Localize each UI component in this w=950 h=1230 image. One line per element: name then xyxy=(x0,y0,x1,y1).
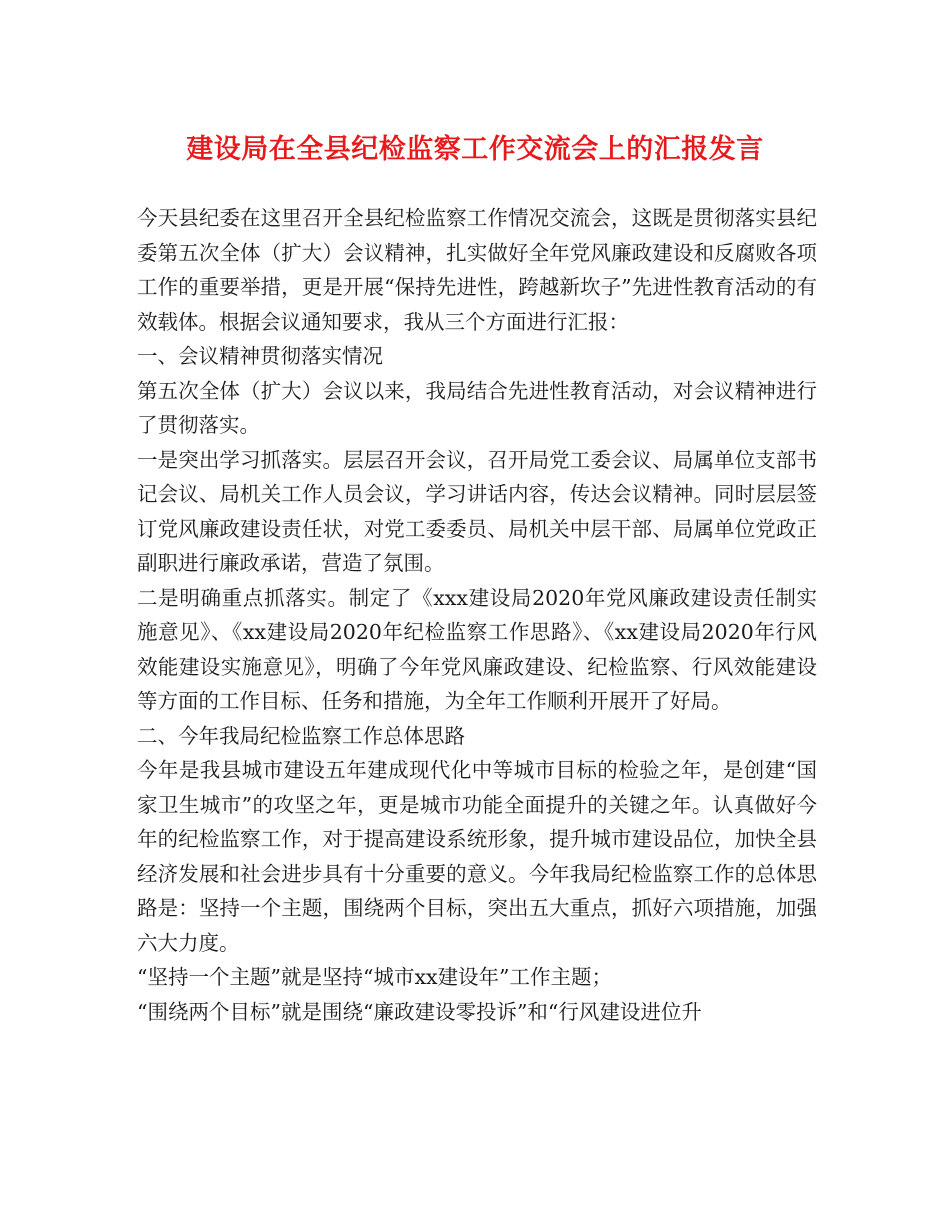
document-title: 建设局在全县纪检监察工作交流会上的汇报发言 xyxy=(186,134,764,165)
paragraph-focus: 二是明确重点抓落实。制定了《xxx建设局2020年党风廉政建设责任制实施意见》、《xx建设局2020年纪检监察工作思路》、《xx建设局2020年行风效能建设实施意见》，明确了今年党风廉政建设、纪检监察、行风效能建设等方面的工作目标、任务和措施，为全年工作顺利开展开了好局。 xyxy=(137,585,817,713)
document-body xyxy=(137,201,817,1029)
paragraph-implementation: 第五次全体（扩大）会议以来，我局结合先进性教育活动，对会议精神进行了贯彻落实。 xyxy=(137,378,817,437)
paragraph-one-theme: “坚持一个主题”就是坚持“城市xx建设年”工作主题； xyxy=(137,965,613,989)
section-heading-1: 一、会议精神贯彻落实情况 xyxy=(137,344,383,368)
paragraph-overall-approach: 今年是我县城市建设五年建成现代化中等城市目标的检验之年，是创建“国家卫生城市”的攻坚之年，更是城市功能全面提升的关键之年。认真做好今年的纪检监察工作，对于提高建设系统形象，提升城市建设品位，加快全县经济发展和社会进步具有十分重要的意义。今年我局纪检监察工作的总体思路是：坚持一个主题，围绕两个目标，突出五大重点，抓好六项措施，加强六大力度。 xyxy=(137,758,817,955)
paragraph-study: 一是突出学习抓落实。层层召开会议，召开局党工委会议、局属单位支部书记会议、局机关工作人员会议，学习讲话内容，传达会议精神。同时层层签订党风廉政建设责任状，对党工委委员、局机关中层干部、局属单位党政正副职进行廉政承诺，营造了氛围。 xyxy=(137,447,817,575)
paragraph-intro: 今天县纪委在这里召开全县纪检监察工作情况交流会，这既是贯彻落实县纪委第五次全体（扩大）会议精神，扎实做好全年党风廉政建设和反腐败各项工作的重要举措，更是开展“保持先进性，跨越新坎子”先进性教育活动的有效载体。根据会议通知要求，我从三个方面进行汇报： xyxy=(137,206,817,334)
paragraph-two-goals: “围绕两个目标”就是围绕“廉政建设零投诉”和“行风建设进位升 xyxy=(137,999,702,1024)
section-heading-2: 二、今年我局纪检监察工作总体思路 xyxy=(137,723,465,748)
